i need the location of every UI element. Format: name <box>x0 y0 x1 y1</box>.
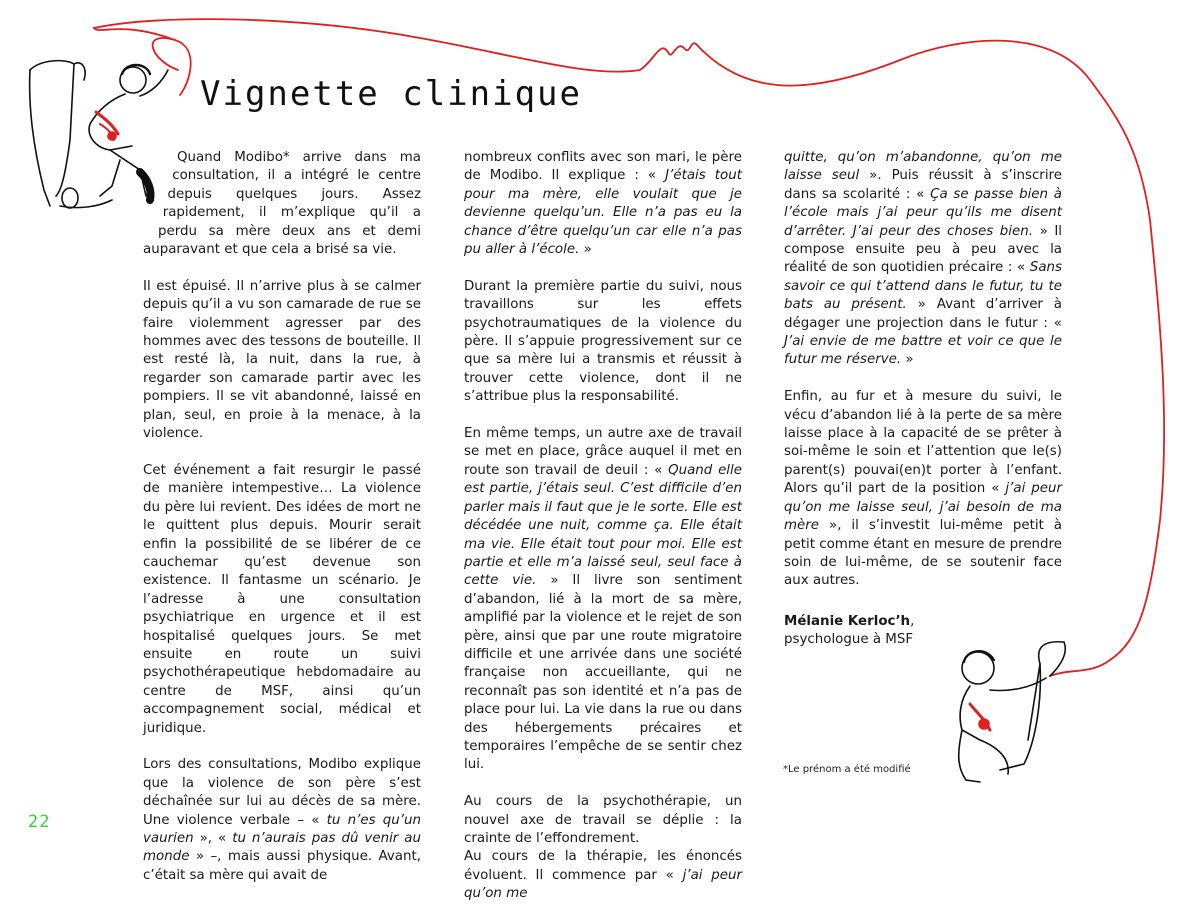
paragraph: Lors des consultations, Modibo explique que la violence de son père s’est déchaînée sur lui au décès de sa mère. Une violence verbale – « tu n’es qu’un vaurien », « tu n’aurais pas dû venir au monde » –, mais aussi physique. Avant, c’était sa mère qui avait de <box>143 757 421 883</box>
page-number: 22 <box>28 812 51 832</box>
author-role: psychologue à MSF <box>784 632 914 648</box>
paragraph: Au cours de la thérapie, les énoncés évoluent. Il commence par « j’ai peur qu’on me <box>464 849 742 902</box>
page-title: Vignette clinique <box>200 74 582 114</box>
paragraph: En même temps, un autre axe de travail se met en place, grâce auquel il met en route son travail de deuil : « Quand elle est partie, j’étais seul. C’est difficile d’en parler mais il faut que je le sorte. Elle est décédée une nuit, comme ça. Elle était ma vie. Elle était tout pour moi. Elle est partie et elle m’a laissé seul, seul face à cette vie. » Il livre son sentiment d’abandon, lié à la mort de sa mère, amplifié par la violence et le rejet de son père, ainsi que par une route migratoire difficile et une arrivée dans une société française non accueillante, qui ne reconnaît pas son identité et n’a pas de place pour lui. La vie dans la rue ou dans des hébergements précaires et temporaires l’empêche de se sentir chez lui. <box>464 426 742 773</box>
text-column-1 <box>143 149 421 885</box>
footnote: *Le prénom a été modifié <box>783 764 911 775</box>
paragraph: Cet événement a fait resurgir le passé de manière intempestive… La violence du père lui revient. Des idées de mort ne le quittent plus depuis. Mourir serait enfin la possibilité de se libérer de ce cauchemar qu’est devenue son existence. Il fantasme un scénario. Je l’adresse à une consultation psychiatrique en urgence et il est hospitalisé quelques jours. Se met ensuite en route un suivi psychothérapeutique hebdomadaire au centre de MSF, ainsi qu’un accompagnement social, médical et juridique. <box>143 462 421 736</box>
author-signature: Mélanie Kerloc’h, psychologue à MSF <box>784 613 915 648</box>
text-column-3 <box>784 149 1062 650</box>
paragraph: Il est épuisé. Il n’arrive plus à se calmer depuis qu’il a vu son camarade de rue se faire violemment agresser par des hommes avec des tessons de bouteille. Il est resté là, la nuit, dans la rue, à regarder son camarade partir avec les pompiers. Il se vit abandonné, laissé en plan, seul, en proie à la menace, à la violence. <box>143 278 421 442</box>
paragraph: Quand Modibo* arrive dans ma consultation, il a intégré le centre depuis quelques jours. Assez rapidement, il m’explique qu’il a perdu sa mère deux ans et demi auparavant et que cela a brisé sa vie. <box>143 150 421 258</box>
seated-figure-illustration <box>959 642 1066 782</box>
paragraph: quitte, qu’on m’abandonne, qu’on me laisse seul ». Puis réussit à s’inscrire dans sa scolarité : « Ça se passe bien à l’école mais j’ai peur qu’ils me disent d’arrêter. J’ai peur des choses bien. » Il compose ensuite peu à peu avec la réalité de son quotidien précaire : « Sans savoir ce qui t’attend dans le futur, tu te bats au présent. » Avant d’arriver à dégager une projection dans le futur : « J’ai envie de me battre et voir ce que le futur me réserve. » <box>784 150 1062 368</box>
paragraph: Enfin, au fur et à mesure du suivi, le vécu d’abandon lié à la perte de sa mère laisse place à la capacité de se prêter à soi-même le soin et l’attention que le(s) parent(s) pouvai(en)t porter à l’enfant. Alors qu’il part de la position « j’ai peur qu’on me laisse seul, j’ai besoin de ma mère », il s’investit lui-même petit à petit comme étant en mesure de prendre soin de lui-même, de se soutenir face aux autres. <box>784 389 1062 589</box>
paragraph: Au cours de la psychothérapie, un nouvel axe de travail se déplie : la crainte de l’effondrement. <box>464 794 742 846</box>
text-column-2 <box>464 149 742 904</box>
paragraph: Durant la première partie du suivi, nous travaillons sur les effets psychotraumatiques de la violence du père. Il s’appuie progressivement sur ce que sa mère lui a transmis et réussit à trouver cette violence, dont il ne s’attribue plus la responsabilité. <box>464 278 742 405</box>
author-name: Mélanie Kerloc’h <box>784 613 911 629</box>
paragraph: nombreux conflits avec son mari, le père de Modibo. Il explique : « J’étais tout pour ma mère, elle voulait que je devienne quelqu’un. Elle n’a pas eu la chance d’être quelqu’un car elle n’a pas pu aller à l’école. » <box>464 150 742 258</box>
